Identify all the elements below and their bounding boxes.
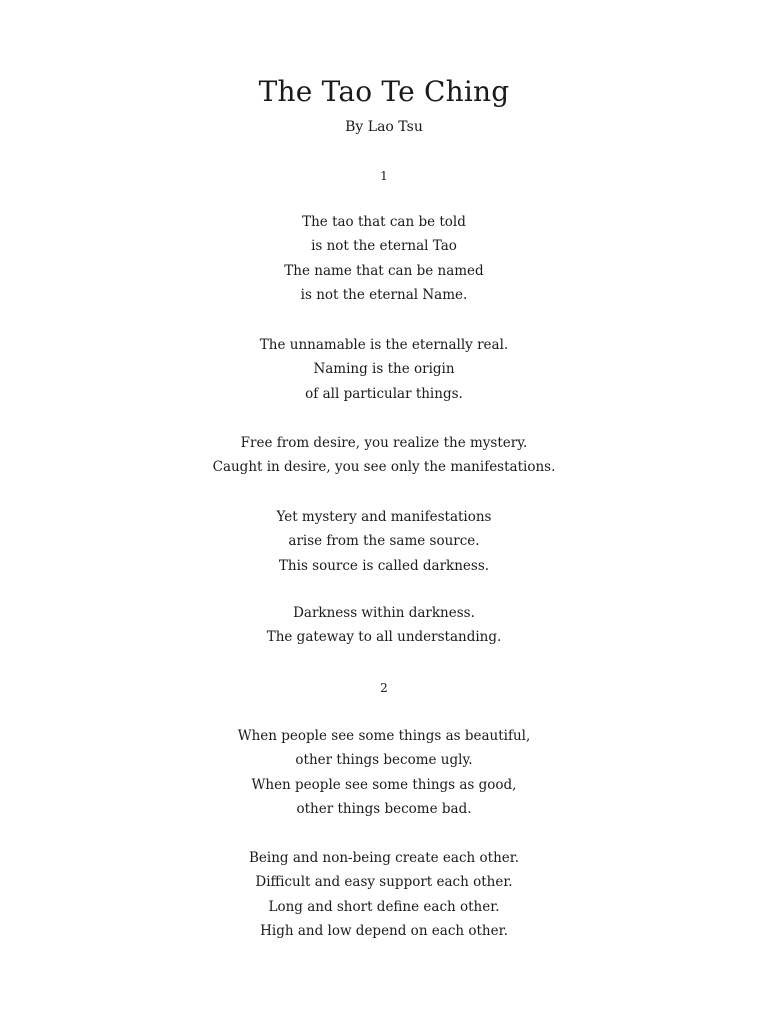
verse-line: of all particular things. [305, 385, 463, 402]
verse-line: Being and non-being create each other. [248, 850, 520, 866]
verse-line: Yet mystery and manifestations [276, 509, 492, 525]
verse-line: is not the eternal Name. [300, 287, 468, 304]
verse-line: Caught in desire, you see only the manifestations. [212, 459, 556, 476]
verse-line: Darkness within darkness. [293, 605, 475, 621]
document-author: By Lao Tsu [345, 119, 423, 135]
stanza [0, 505, 768, 578]
verse-line: The unnamable is the eternally real. [259, 337, 509, 353]
stanza [0, 210, 768, 308]
stanza [0, 333, 768, 406]
chapter-number: 1 [380, 169, 388, 183]
stanza [0, 724, 768, 822]
verse-line: Difficult and easy support each other. [255, 874, 513, 891]
verse-line: other things become ugly. [295, 752, 473, 769]
document-title: The Tao Te Ching [258, 75, 510, 108]
verse-line: This source is called darkness. [278, 557, 490, 574]
verse-line: The tao that can be told [302, 214, 466, 230]
verse-line: other things become bad. [296, 801, 472, 818]
verse-line: The gateway to all understanding. [266, 629, 502, 646]
verse-line: Free from desire, you realize the mystery. [240, 435, 528, 451]
verse-line: When people see some things as beautiful, [237, 728, 531, 744]
stanza [0, 601, 768, 650]
verse-line: The name that can be named [284, 262, 484, 279]
verse-line: is not the eternal Tao [311, 238, 457, 255]
stanza [0, 846, 768, 944]
chapter-number: 2 [380, 681, 388, 695]
verse-line: arise from the same source. [288, 533, 480, 550]
stanza [0, 431, 768, 480]
verse-line: When people see some things as good, [251, 776, 517, 793]
verse-line: High and low depend on each other. [260, 923, 508, 940]
verse-line: Naming is the origin [313, 361, 455, 378]
verse-line: Long and short define each other. [268, 898, 500, 915]
